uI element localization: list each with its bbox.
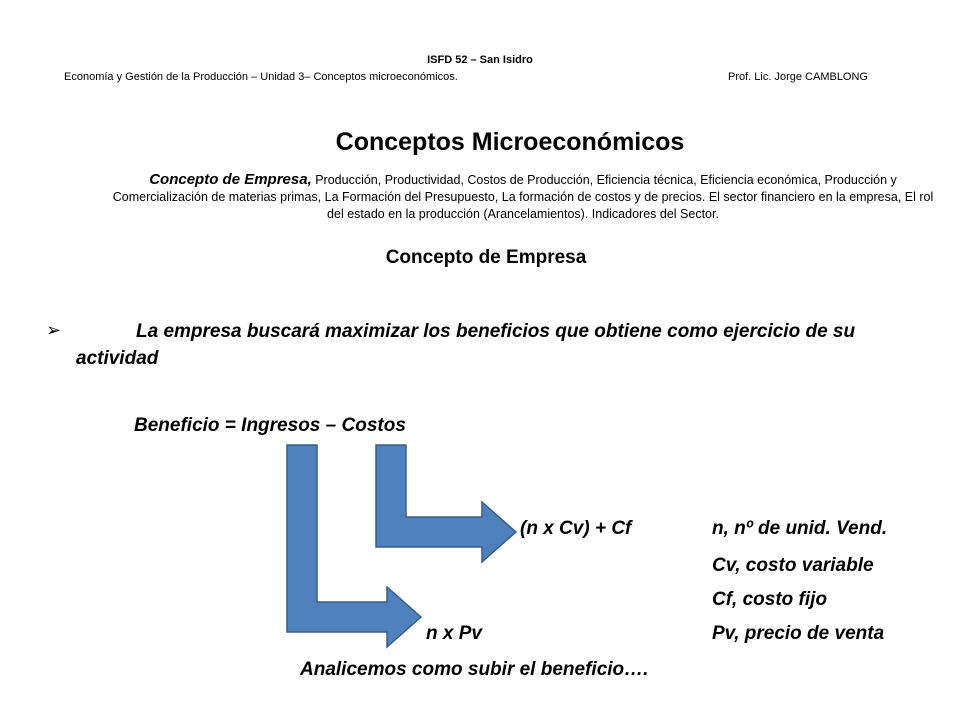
header-institution: ISFD 52 – San Isidro (427, 54, 533, 66)
legend-sale-price: Pv, precio de venta (712, 623, 885, 644)
header-professor: Prof. Lic. Jorge CAMBLONG (728, 71, 868, 83)
revenue-formula: n x Pv (426, 623, 482, 644)
legend-fixed-cost: Cf, costo fijo (712, 589, 828, 610)
page-title: Conceptos Microeconómicos (335, 128, 685, 156)
topics-rest: Producción, Productividad, Costos de Producción, Eficiencia técnica, Eficiencia económica, Producción y Comercialización de materias primas, La Formación del Presupuesto, La formación de costos y de precios. El sector financiero en la empresa, El rol del estado en la producción (Arancelamientos). Indicadores del Sector. (112, 173, 934, 221)
header-course: Economía y Gestión de la Producción – Unidad 3– Conceptos microeconómicos. (64, 71, 458, 83)
legend-variable-cost: Cv, costo variable (712, 555, 874, 576)
topics-lead: Concepto de Empresa, (149, 171, 312, 188)
arrow-bullet-icon: ➢ (46, 320, 62, 340)
cost-formula: (n x Cv) + Cf (520, 518, 632, 539)
cost-arrow-shape (376, 445, 516, 562)
bullet-text-content: La empresa buscará maximizar los beneficios que obtiene como ejercicio de su actividad (76, 321, 856, 369)
profit-formula: Beneficio = Ingresos – Costos (134, 415, 406, 436)
legend-units: n, nº de unid. Vend. (712, 518, 888, 539)
closing-text: Analicemos como subir el beneficio…. (300, 659, 649, 680)
section-title: Concepto de Empresa (385, 247, 587, 268)
